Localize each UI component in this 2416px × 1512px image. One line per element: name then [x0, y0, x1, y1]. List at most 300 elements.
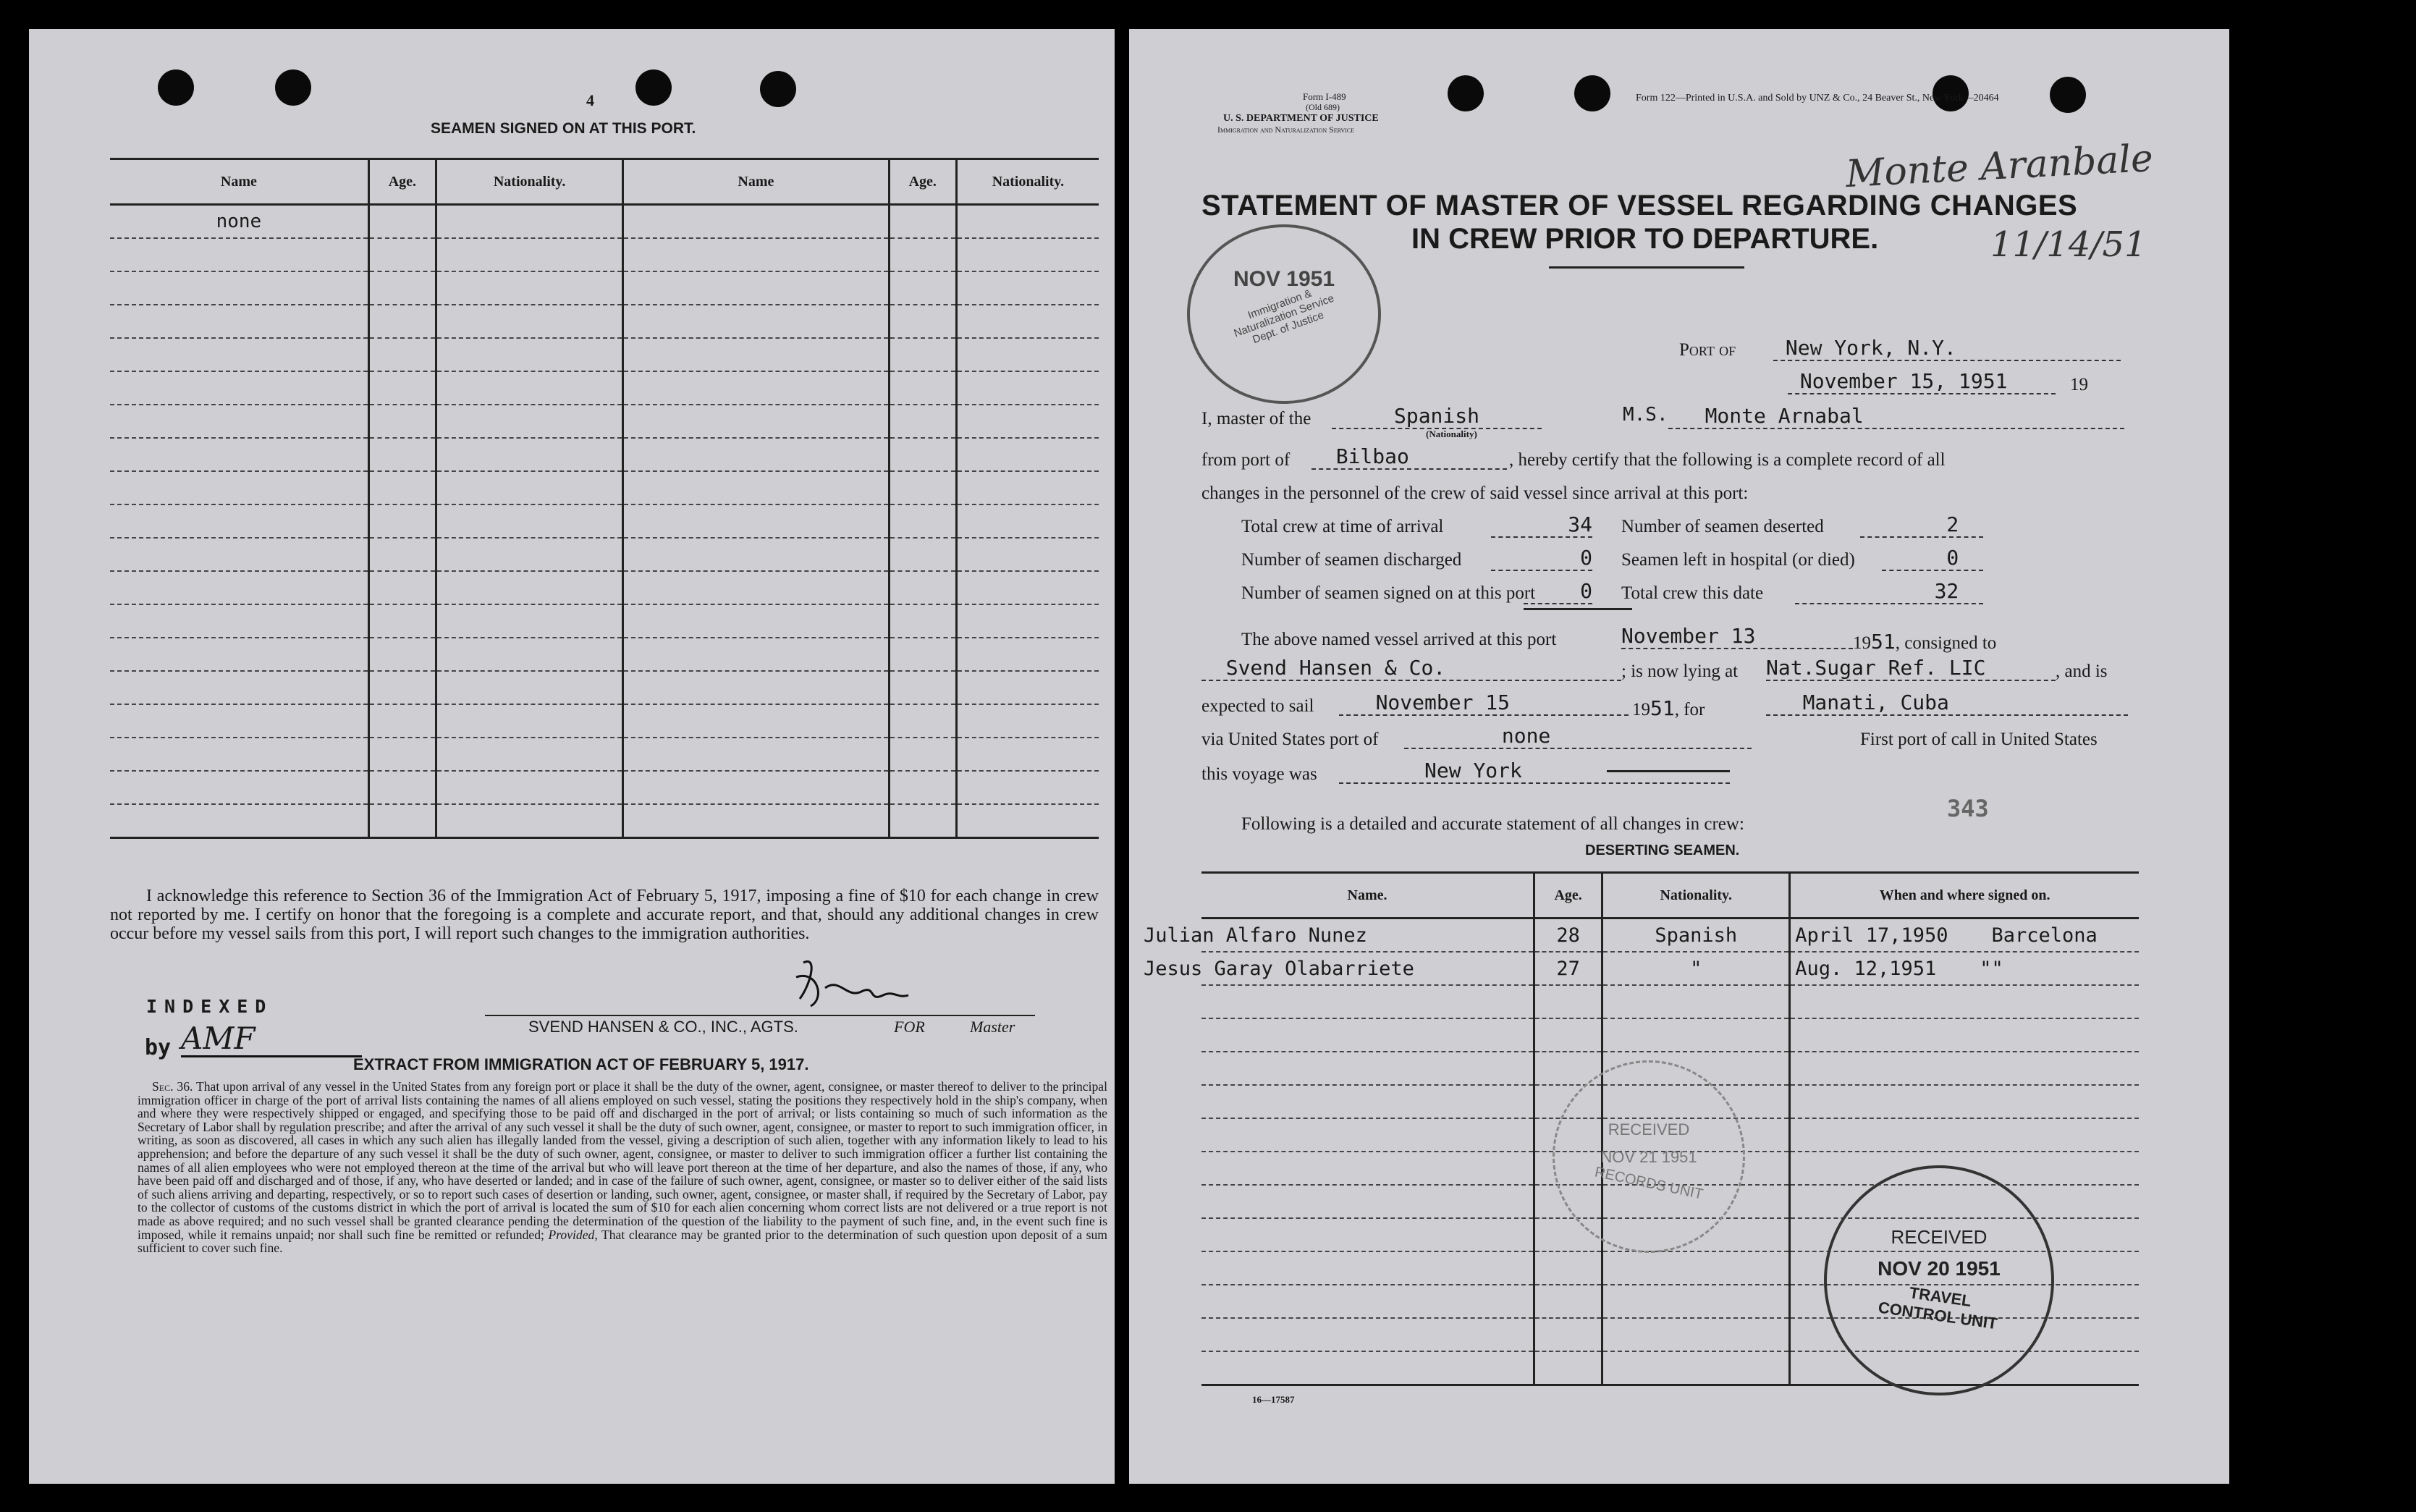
indexed-stamp: INDEXED — [146, 996, 274, 1017]
table-row — [1201, 985, 2139, 1018]
table-cell — [110, 371, 368, 405]
table-cell — [110, 671, 368, 704]
punch-hole — [275, 69, 311, 106]
table-cell — [956, 271, 1099, 305]
stamp-date: NOV 1951 — [1233, 267, 1335, 291]
signed-on-table — [110, 158, 1099, 839]
from-port-value: Bilbao — [1335, 444, 1409, 468]
table-cell — [368, 538, 436, 571]
total-rule — [1524, 608, 1632, 610]
port-label: Port of — [1679, 340, 1736, 360]
table-cell-age — [1534, 1018, 1602, 1052]
page-number: 4 — [586, 91, 594, 109]
punch-hole — [635, 69, 672, 106]
indexed-by: by — [145, 1035, 172, 1060]
table-cell — [889, 205, 956, 239]
table-row — [110, 338, 1099, 371]
signed-on-value: 0 — [1580, 579, 1592, 603]
first-port-label: First port of call in United States — [1860, 730, 2098, 749]
table-cell — [889, 371, 956, 405]
table-cell — [889, 438, 956, 471]
discharged-value: 0 — [1580, 546, 1592, 570]
table-row — [110, 238, 1099, 271]
table-cell — [368, 271, 436, 305]
section-body: That upon arrival of any vessel in the United States from any foreign port or place it shall be the duty of the owner, agent, consignee, or master thereof to deliver to the principal immigration officer in charge of the port of arrival lists containing the names of all aliens employed on such vessel, stating the positions they respectively hold in the ship's company, when and where they were respectively shipped or engaged, and specifying those to be paid off and discharged in the port of arrival; or lists containing so much of such information as the Secretary of Labor shall by regulation prescribe; and after the arrival of any such vessel it shall be the duty of such owner, agent, consignee, or master to report to such immigration officer, in writing, as soon as discovered, all cases in which any such alien has illegally landed from the vessel, giving a description of such alien, together with any information likely to lead to his apprehension; and before the departure of any such vessel it shall be the duty of such owner, agent, consignee, or master to deliver to such immigration officer a further list containing the names of all alien employees who were not employed thereon at the time of the arrival but who will leave port thereon at the time of her departure, and also the names of those, if any, who have been paid off and discharged and of those, if any, who have deserted or landed; and in case of the failure of such owner, agent, consignee, or master so to deliver either of the said lists of such aliens arriving and departing, respectively, or so to report such cases of desertion or landing, such owner, agent, consignee, or master shall, if required by the Secretary of Labor, pay to the collector of customs of the customs district in which the port of arrival is located the sum of $10 for each alien concerning whom correct lists are not delivered or a true report is not made as above required; and no such vessel shall be granted clearance pending the determination of the question of the liability to the payment of such fine, and, in the event such fine is imposed, while it remains unpaid; nor shall such fine be remitted or refunded; — [138, 1079, 1107, 1242]
form-old: (Old 689) — [1306, 102, 1340, 112]
table-cell — [889, 504, 956, 538]
table-cell — [368, 405, 436, 438]
table-cell-signed — [1790, 1052, 2139, 1085]
table-cell — [436, 238, 623, 271]
table-cell-signed — [1790, 1085, 2139, 1118]
proviso-text: That clearance may be granted prior to the determination of such question upon deposit of a sum sufficient to cover such fine. — [138, 1227, 1107, 1256]
master-of-label: I, master of the — [1201, 409, 1312, 428]
vessel-name: Monte Arnabal — [1705, 404, 1864, 428]
table-cell — [110, 538, 368, 571]
arrived-year-value: 51 — [1871, 630, 1896, 654]
table-cell — [436, 338, 623, 371]
total-arrival-value: 34 — [1568, 512, 1592, 536]
table-cell — [956, 538, 1099, 571]
table-cell — [623, 738, 889, 771]
deserting-heading: DESERTING SEAMEN. — [1585, 842, 1740, 858]
nationality-value: Spanish — [1393, 404, 1479, 428]
table-cell — [436, 471, 623, 504]
via-label: via United States port of — [1201, 730, 1379, 749]
table-cell — [623, 305, 889, 338]
table-cell — [889, 771, 956, 804]
travel-received: RECEIVED — [1891, 1226, 1988, 1248]
table-cell-nationality — [1602, 985, 1790, 1018]
table-row — [110, 571, 1099, 604]
table-row — [1201, 1018, 2139, 1052]
travel-unit: TRAVEL CONTROL UNIT — [1877, 1283, 1999, 1333]
table-cell — [889, 638, 956, 671]
voyage-value: New York — [1424, 759, 1522, 782]
table-cell — [889, 738, 956, 771]
table-cell — [436, 438, 623, 471]
table-cell-nationality: " — [1602, 952, 1790, 985]
table-cell-name — [1201, 1185, 1534, 1218]
total-arrival-field — [1491, 512, 1592, 538]
table-cell-nationality — [1602, 1251, 1790, 1285]
table-cell — [436, 671, 623, 704]
table-cell — [110, 704, 368, 738]
extract-title: EXTRACT FROM IMMIGRATION ACT OF FEBRUARY 5, 1917. — [353, 1055, 809, 1073]
table-cell — [436, 571, 623, 604]
proviso-label: Provided, — [548, 1227, 598, 1242]
table-cell-name — [1201, 1218, 1534, 1251]
table-cell — [436, 538, 623, 571]
master-signature — [789, 955, 912, 1013]
table-cell — [368, 571, 436, 604]
table-cell — [436, 771, 623, 804]
total-today-field — [1795, 579, 1983, 604]
col-age: Age. — [1534, 873, 1602, 918]
table-cell-signed — [1790, 952, 2139, 985]
arrived-value: November 13 — [1621, 624, 1756, 648]
col-age: Age. — [368, 159, 436, 205]
table-cell — [889, 305, 956, 338]
table-cell-age — [1534, 1251, 1602, 1285]
table-cell — [623, 238, 889, 271]
table-cell — [110, 804, 368, 838]
table-cell-name — [1201, 1351, 1534, 1385]
received-stamp-top — [1187, 224, 1381, 404]
nationality-field — [1332, 404, 1542, 429]
hospital-field — [1882, 546, 1983, 571]
for-value: Manati, Cuba — [1802, 690, 1949, 714]
table-row — [110, 405, 1099, 438]
table-cell — [436, 405, 623, 438]
table-row — [110, 371, 1099, 405]
table-cell — [623, 704, 889, 738]
vessel-field — [1668, 404, 2124, 429]
deserted-value: 2 — [1946, 512, 1959, 536]
signed-on-label: Number of seamen signed on at this port — [1241, 583, 1536, 603]
table-row — [110, 471, 1099, 504]
table-cell — [956, 771, 1099, 804]
signed-on-heading: SEAMEN SIGNED ON AT THIS PORT. — [431, 120, 696, 137]
table-cell — [110, 471, 368, 504]
form-title-line1: STATEMENT OF MASTER OF VESSEL REGARDING CHANGES — [1201, 190, 2078, 221]
table-cell — [956, 438, 1099, 471]
acknowledgement-text: I acknowledge this reference to Section 36 of the Immigration Act of February 5, 1917, imposing a fine of $10 for each change in crew not reported by me. I certify on honor that the foregoing is a complete and accurate report, and that, should any additional changes in crew occur before my vessel sails from this port, I will report such changes to the immigration authorities. — [110, 887, 1099, 943]
table-row — [110, 438, 1099, 471]
table-cell — [956, 338, 1099, 371]
arrived-label: The above named vessel arrived at this port — [1241, 630, 1557, 649]
col-nationality: Nationality. — [1602, 873, 1790, 918]
handwritten-vessel: Monte Aranbale — [1844, 136, 2155, 197]
records-date: NOV 21 1951 — [1600, 1148, 1697, 1166]
table-cell — [436, 305, 623, 338]
table-row — [110, 638, 1099, 671]
table-cell — [623, 471, 889, 504]
table-cell-name: Julian Alfaro Nunez — [1201, 918, 1534, 953]
records-received: RECEIVED — [1608, 1120, 1690, 1139]
table-cell-signed — [1790, 985, 2139, 1018]
table-row — [110, 604, 1099, 638]
table-cell — [956, 371, 1099, 405]
table-cell-name — [1201, 1285, 1534, 1318]
table-cell: none — [110, 205, 368, 239]
table-cell — [889, 804, 956, 838]
left-page — [29, 29, 1115, 1484]
table-row — [110, 205, 1099, 239]
table-cell — [436, 271, 623, 305]
table-row — [110, 738, 1099, 771]
punch-hole — [1574, 75, 1610, 111]
table-row — [110, 271, 1099, 305]
table-cell-age — [1534, 985, 1602, 1018]
table-cell — [110, 738, 368, 771]
table-cell — [368, 504, 436, 538]
table-cell — [623, 371, 889, 405]
table-cell — [956, 604, 1099, 638]
table-cell-nationality — [1602, 1318, 1790, 1351]
table-cell — [889, 671, 956, 704]
col-signed-on: When and where signed on. — [1790, 873, 2139, 918]
table-row — [110, 704, 1099, 738]
table-cell — [110, 604, 368, 638]
form-title-line2: IN CREW PRIOR TO DEPARTURE. — [1411, 223, 1879, 255]
table-cell-nationality — [1602, 1018, 1790, 1052]
signature-line — [485, 1015, 1035, 1016]
table-cell — [436, 738, 623, 771]
sail-year-value: 51 — [1650, 696, 1675, 720]
table-cell — [889, 538, 956, 571]
table-cell-age — [1534, 1318, 1602, 1351]
col-name: Name — [623, 159, 889, 205]
punch-hole — [158, 69, 194, 106]
via-field — [1404, 724, 1752, 749]
stamp-number: 343 — [1947, 795, 1989, 822]
table-cell — [368, 305, 436, 338]
for-label: , for — [1674, 700, 1705, 719]
table-cell — [436, 205, 623, 239]
table-cell — [436, 638, 623, 671]
table-cell-nationality: Spanish — [1602, 918, 1790, 953]
consignee-value: Svend Hansen & Co. — [1225, 656, 1446, 680]
table-cell — [368, 704, 436, 738]
col-name: Name — [110, 159, 368, 205]
table-row — [1201, 952, 2139, 985]
table-row — [110, 671, 1099, 704]
table-cell-age — [1534, 1351, 1602, 1385]
table-cell — [623, 338, 889, 371]
consignee-field — [1201, 656, 1621, 681]
table-cell — [110, 338, 368, 371]
table-row — [110, 504, 1099, 538]
table-cell — [889, 405, 956, 438]
master-label: Master — [970, 1018, 1015, 1036]
department: U. S. DEPARTMENT OF JUSTICE — [1223, 113, 1379, 124]
signed-on-field — [1524, 579, 1592, 604]
table-cell — [956, 405, 1099, 438]
table-cell-nationality — [1602, 1351, 1790, 1385]
sail-value: November 15 — [1375, 690, 1511, 714]
table-cell — [368, 205, 436, 239]
table-cell — [368, 338, 436, 371]
footer-code: 16—17587 — [1252, 1394, 1295, 1405]
records-unit-stamp — [1553, 1060, 1745, 1253]
arrived-field — [1621, 624, 1853, 649]
table-cell — [889, 571, 956, 604]
table-cell — [889, 238, 956, 271]
table-row — [110, 804, 1099, 838]
table-cell — [956, 471, 1099, 504]
table-row — [110, 305, 1099, 338]
table-cell — [956, 205, 1099, 239]
table-cell — [623, 571, 889, 604]
table-cell — [623, 638, 889, 671]
table-cell — [110, 571, 368, 604]
table-cell — [623, 771, 889, 804]
table-cell — [436, 704, 623, 738]
changes-text: changes in the personnel of the crew of said vessel since arrival at this port: — [1201, 483, 1749, 503]
and-is: , and is — [2056, 662, 2108, 681]
table-cell-age: 28 — [1534, 918, 1602, 953]
table-cell — [368, 738, 436, 771]
col-nationality: Nationality. — [956, 159, 1099, 205]
table-cell — [623, 804, 889, 838]
signed-place: "" — [1980, 957, 2003, 980]
from-port-label: from port of — [1201, 450, 1291, 470]
discharged-label: Number of seamen discharged — [1241, 550, 1462, 570]
col-name: Name. — [1201, 873, 1534, 918]
sail-year-prefix: 19 — [1632, 700, 1650, 719]
records-unit: RECORDS UNIT — [1593, 1164, 1705, 1203]
table-cell — [436, 504, 623, 538]
table-cell — [889, 471, 956, 504]
table-cell — [623, 271, 889, 305]
punch-hole — [760, 71, 796, 107]
title-underline — [1549, 266, 1744, 269]
discharged-field — [1491, 546, 1592, 571]
table-cell-signed — [1790, 1118, 2139, 1152]
table-cell — [623, 205, 889, 239]
for-field — [1766, 690, 2128, 716]
from-port-field — [1312, 444, 1507, 470]
port-field — [1773, 336, 2121, 361]
table-cell — [956, 504, 1099, 538]
punch-hole — [2050, 77, 2086, 113]
sail-label: expected to sail — [1201, 696, 1314, 716]
table-cell — [623, 538, 889, 571]
arrived-year — [1853, 630, 1996, 654]
table-row — [110, 771, 1099, 804]
col-nationality: Nationality. — [436, 159, 623, 205]
port-value: New York, N.Y. — [1785, 336, 1956, 360]
table-cell — [889, 704, 956, 738]
table-cell — [368, 238, 436, 271]
date-field — [1788, 369, 2056, 394]
table-cell-signed — [1790, 1018, 2139, 1052]
consigned-label: , consigned to — [1895, 633, 1997, 653]
table-cell — [956, 738, 1099, 771]
table-cell — [436, 604, 623, 638]
table-cell-name: Jesus Garay Olabarriete — [1201, 952, 1534, 985]
table-cell — [436, 804, 623, 838]
table-cell — [623, 671, 889, 704]
table-cell — [956, 804, 1099, 838]
via-value: none — [1501, 724, 1551, 748]
handwritten-date: 11/14/51 — [1990, 224, 2147, 265]
table-cell — [623, 504, 889, 538]
table-cell — [110, 305, 368, 338]
col-age: Age. — [889, 159, 956, 205]
service: Immigration and Naturalization Service — [1217, 124, 1355, 135]
table-cell — [956, 671, 1099, 704]
date-value: November 15, 1951 — [1799, 369, 2008, 393]
table-cell — [956, 305, 1099, 338]
sail-field — [1339, 690, 1629, 716]
signed-date: Aug. 12,1951 — [1795, 957, 1937, 980]
table-cell-age — [1534, 1285, 1602, 1318]
table-cell-name — [1201, 1251, 1534, 1285]
table-cell-age: 27 — [1534, 952, 1602, 985]
stamp-text: Immigration & Naturalization Service Dept. of Justice — [1232, 287, 1336, 347]
lying-value: Nat.Sugar Ref. LIC — [1766, 656, 1986, 680]
deserted-field — [1860, 512, 1983, 538]
table-cell — [368, 371, 436, 405]
travel-date: NOV 20 1951 — [1878, 1257, 2001, 1280]
table-cell — [110, 438, 368, 471]
table-cell — [623, 438, 889, 471]
signed-place: Barcelona — [1991, 924, 2098, 947]
table-cell-name — [1201, 985, 1534, 1018]
voyage-label: this voyage was — [1201, 764, 1317, 784]
table-cell — [368, 471, 436, 504]
total-today-label: Total crew this date — [1621, 583, 1764, 603]
table-cell — [368, 671, 436, 704]
form-number: Form I-489 — [1303, 91, 1346, 102]
travel-control-stamp — [1824, 1165, 2054, 1395]
total-today-value: 32 — [1934, 579, 1959, 603]
table-cell — [889, 338, 956, 371]
certify-text: , hereby certify that the following is a complete record of all — [1509, 450, 1946, 470]
printer-note: Form 122—Printed in U.S.A. and Sold by UNZ & Co., 24 Beaver St., New York—20464 — [1636, 93, 1999, 104]
table-cell — [623, 604, 889, 638]
table-cell-name — [1201, 1052, 1534, 1085]
punch-hole — [1448, 75, 1484, 111]
table-cell — [368, 604, 436, 638]
vessel-type: M.S. — [1623, 404, 1668, 426]
deserted-label: Number of seamen deserted — [1621, 517, 1824, 536]
table-cell — [110, 271, 368, 305]
table-cell — [110, 405, 368, 438]
table-cell — [368, 638, 436, 671]
table-row — [110, 538, 1099, 571]
voyage-rule — [1607, 770, 1730, 772]
table-cell — [368, 771, 436, 804]
for-label: FOR — [894, 1018, 925, 1036]
right-page — [1129, 29, 2229, 1484]
table-cell — [110, 771, 368, 804]
arrived-year-prefix: 19 — [1853, 633, 1871, 653]
indexed-initials: AMF — [181, 1021, 255, 1056]
table-cell-name — [1201, 1318, 1534, 1351]
table-cell-nationality — [1602, 1285, 1790, 1318]
hospital-value: 0 — [1946, 546, 1959, 570]
lying-field — [1766, 656, 2056, 681]
table-cell — [436, 371, 623, 405]
table-cell — [889, 271, 956, 305]
signed-date: April 17,1950 — [1795, 924, 1948, 947]
following-text: Following is a detailed and accurate statement of all changes in crew: — [1241, 814, 1744, 834]
section-label: Sec. 36. — [152, 1079, 193, 1094]
table-cell — [368, 804, 436, 838]
nationality-caption: (Nationality) — [1426, 428, 1477, 439]
table-cell — [110, 638, 368, 671]
initials-underline — [181, 1055, 362, 1057]
table-cell — [110, 238, 368, 271]
table-cell — [623, 405, 889, 438]
table-cell-name — [1201, 1118, 1534, 1152]
section-36-text — [138, 1080, 1107, 1255]
table-cell — [889, 604, 956, 638]
total-arrival-label: Total crew at time of arrival — [1241, 517, 1444, 536]
table-cell-signed — [1790, 918, 2139, 953]
table-row — [1201, 918, 2139, 953]
table-cell — [368, 438, 436, 471]
sail-year — [1632, 696, 1705, 720]
table-cell-name — [1201, 1152, 1534, 1185]
agent-line: SVEND HANSEN & CO., INC., AGTS. — [528, 1018, 798, 1036]
hospital-label: Seamen left in hospital (or died) — [1621, 550, 1855, 570]
table-cell — [956, 704, 1099, 738]
lying-label: ; is now lying at — [1621, 662, 1739, 681]
